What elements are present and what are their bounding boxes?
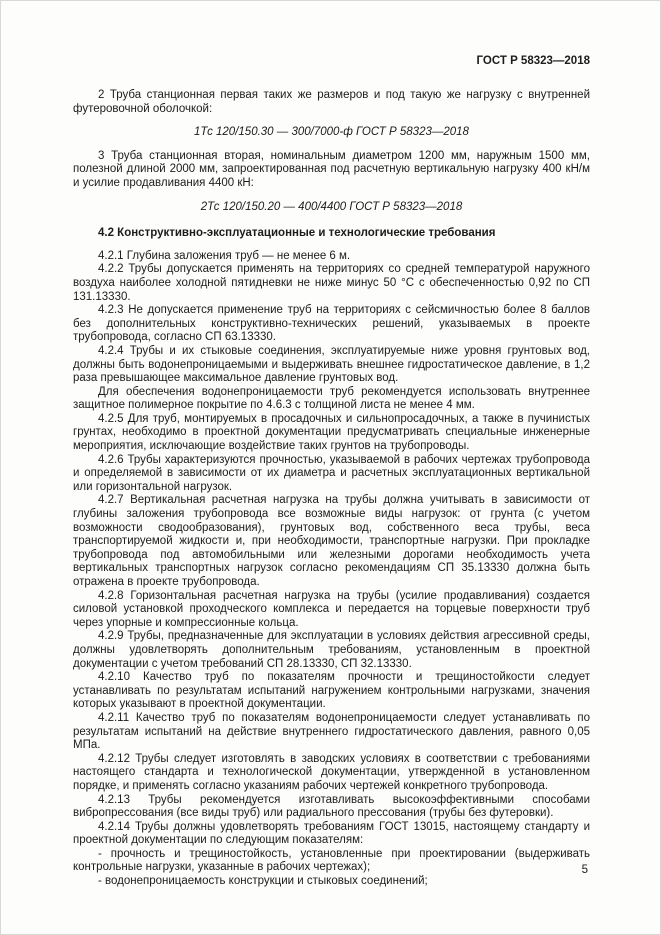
clause-4-2-14: 4.2.14 Трубы должны удовлетворять требованиям ГОСТ 13015, настоящему стандарту и проектной документации по следующим показателям: [73, 820, 590, 847]
para-marking-example-3: 3 Труба станционная вторая, номинальным диаметром 1200 мм, наружным 1500 мм, полезной длиной 2000 мм, запроектированная под расчетную вертикальную нагрузку 400 кН/м и усилие продавливания 4400 кН: [73, 149, 590, 189]
clause-4-2-13: 4.2.13 Трубы рекомендуется изготавливать высокоэффективными способами вибропрессования (все виды труб) или радиального прессования (трубы без футеровки). [73, 793, 590, 820]
clause-4-2-10: 4.2.10 Качество труб по показателям прочности и трещиностойкости следует устанавливать по результатам испытаний нагружением контрольными нагрузками, значения которых указывают в проектной документации. [73, 671, 590, 711]
document-body [73, 89, 590, 889]
list-item-strength: - прочность и трещиностойкость, установленные при проектировании (выдерживать контрольные нагрузки, указанные в рабочих чертежах); [73, 847, 590, 874]
clause-4-2-7: 4.2.7 Вертикальная расчетная нагрузка на трубы должна учитывать в зависимости от глубины заложения трубопровода все возможные виды нагрузок: от грунта (с учетом возможности сводообразования), грунтовых вод, собственного веса трубы, веса транспортируемой жидкости и, при необходимости, транспортные нагрузки. При прокладке трубопровода под автомобильными или железными дорогами необходимость учета вертикальных транспортных нагрузок согласно рекомендациям СП 35.13330 должна быть отражена в проекте трубопровода. [73, 494, 590, 588]
doc-number: ГОСТ Р 58323—2018 [476, 55, 590, 67]
clause-4-2-3: 4.2.3 Не допускается применение труб на территориях с сейсмичностью более 8 баллов без дополнительных конструктивно-технических решений, указываемых в проекте трубопровода, согласно СП 63.13330. [73, 304, 590, 344]
list-item-watertight: - водонепроницаемость конструкции и стыковых соединений; [98, 875, 428, 888]
clause-4-2-5: 4.2.5 Для труб, монтируемых в просадочных и сильнопросадочных, а также в пучинистых грунтах, необходимо в проектной документации предусматривать специальные инженерные мероприятия, исключающие воздействие таких грунтов на трубопроводы. [73, 412, 590, 453]
section-heading-4-2: 4.2 Конструктивно-эксплуатационные и технологические требования [98, 227, 496, 240]
page-number: 5 [581, 864, 588, 876]
marking-formula-2: 2Тс 120/150.20 — 400/4400 ГОСТ Р 58323—2018 [200, 200, 463, 213]
clause-4-2-9: 4.2.9 Трубы, предназначенные для эксплуатации в условиях действия агрессивной среды, должны удовлетворять дополнительным требованиям, установленным в проектной документации с учетом требований СП 28.13330, СП 32.13330. [73, 630, 590, 670]
clause-4-2-4-note: Для обеспечения водонепроницаемости труб рекомендуется использовать внутреннее защитное полимерное покрытие по 4.6.3 с толщиной листа не менее 4 мм. [73, 385, 590, 412]
clause-4-2-2: 4.2.2 Трубы допускается применять на территориях со средней температурой наружного воздуха наиболее холодной пятидневки не ниже минус 50 °С с обеспеченностью 0,92 по СП 131.13330. [73, 263, 590, 303]
clause-4-2-11: 4.2.11 Качество труб по показателям водонепроницаемости следует устанавливать по результатам испытаний на действие внутреннего гидростатического давления, равного 0,05 МПа. [73, 711, 590, 752]
clause-4-2-12: 4.2.12 Трубы следует изготовлять в заводских условиях в соответствии с требованиями настоящего стандарта и технологической документации, утвержденной в установленном порядке, и применять согласно указаниям рабочих чертежей конкретного трубопровода. [73, 752, 590, 792]
para-marking-example-2: 2 Труба станционная первая таких же размеров и под такую же нагрузку с внутренней футеровочной оболочкой: [73, 89, 590, 115]
clause-4-2-8: 4.2.8 Горизонтальная расчетная нагрузка на трубы (усилие продавливания) создается силовой установкой проходческого комплекса и передается на торцевые поверхности труб через упорные и компрессионные кольца. [73, 589, 590, 629]
marking-formula-1: 1Тс 120/150.30 — 300/7000-ф ГОСТ Р 58323—2018 [194, 126, 469, 139]
clause-4-2-1: 4.2.1 Глубина заложения труб — не менее 6 м. [98, 249, 351, 262]
clause-4-2-4: 4.2.4 Трубы и их стыковые соединения, эксплуатируемые ниже уровня грунтовых вод, должны быть водонепроницаемыми и выдерживать внешнее гидростатическое давление, в 1,2 раза превышающее максимальное давление грунтовых вод. [73, 344, 590, 385]
clause-4-2-6: 4.2.6 Трубы характеризуются прочностью, указываемой в рабочих чертежах трубопровода и определяемой в зависимости от их диаметра и расчетных эксплуатационных вертикальной или горизонтальной нагрузок. [73, 453, 590, 493]
